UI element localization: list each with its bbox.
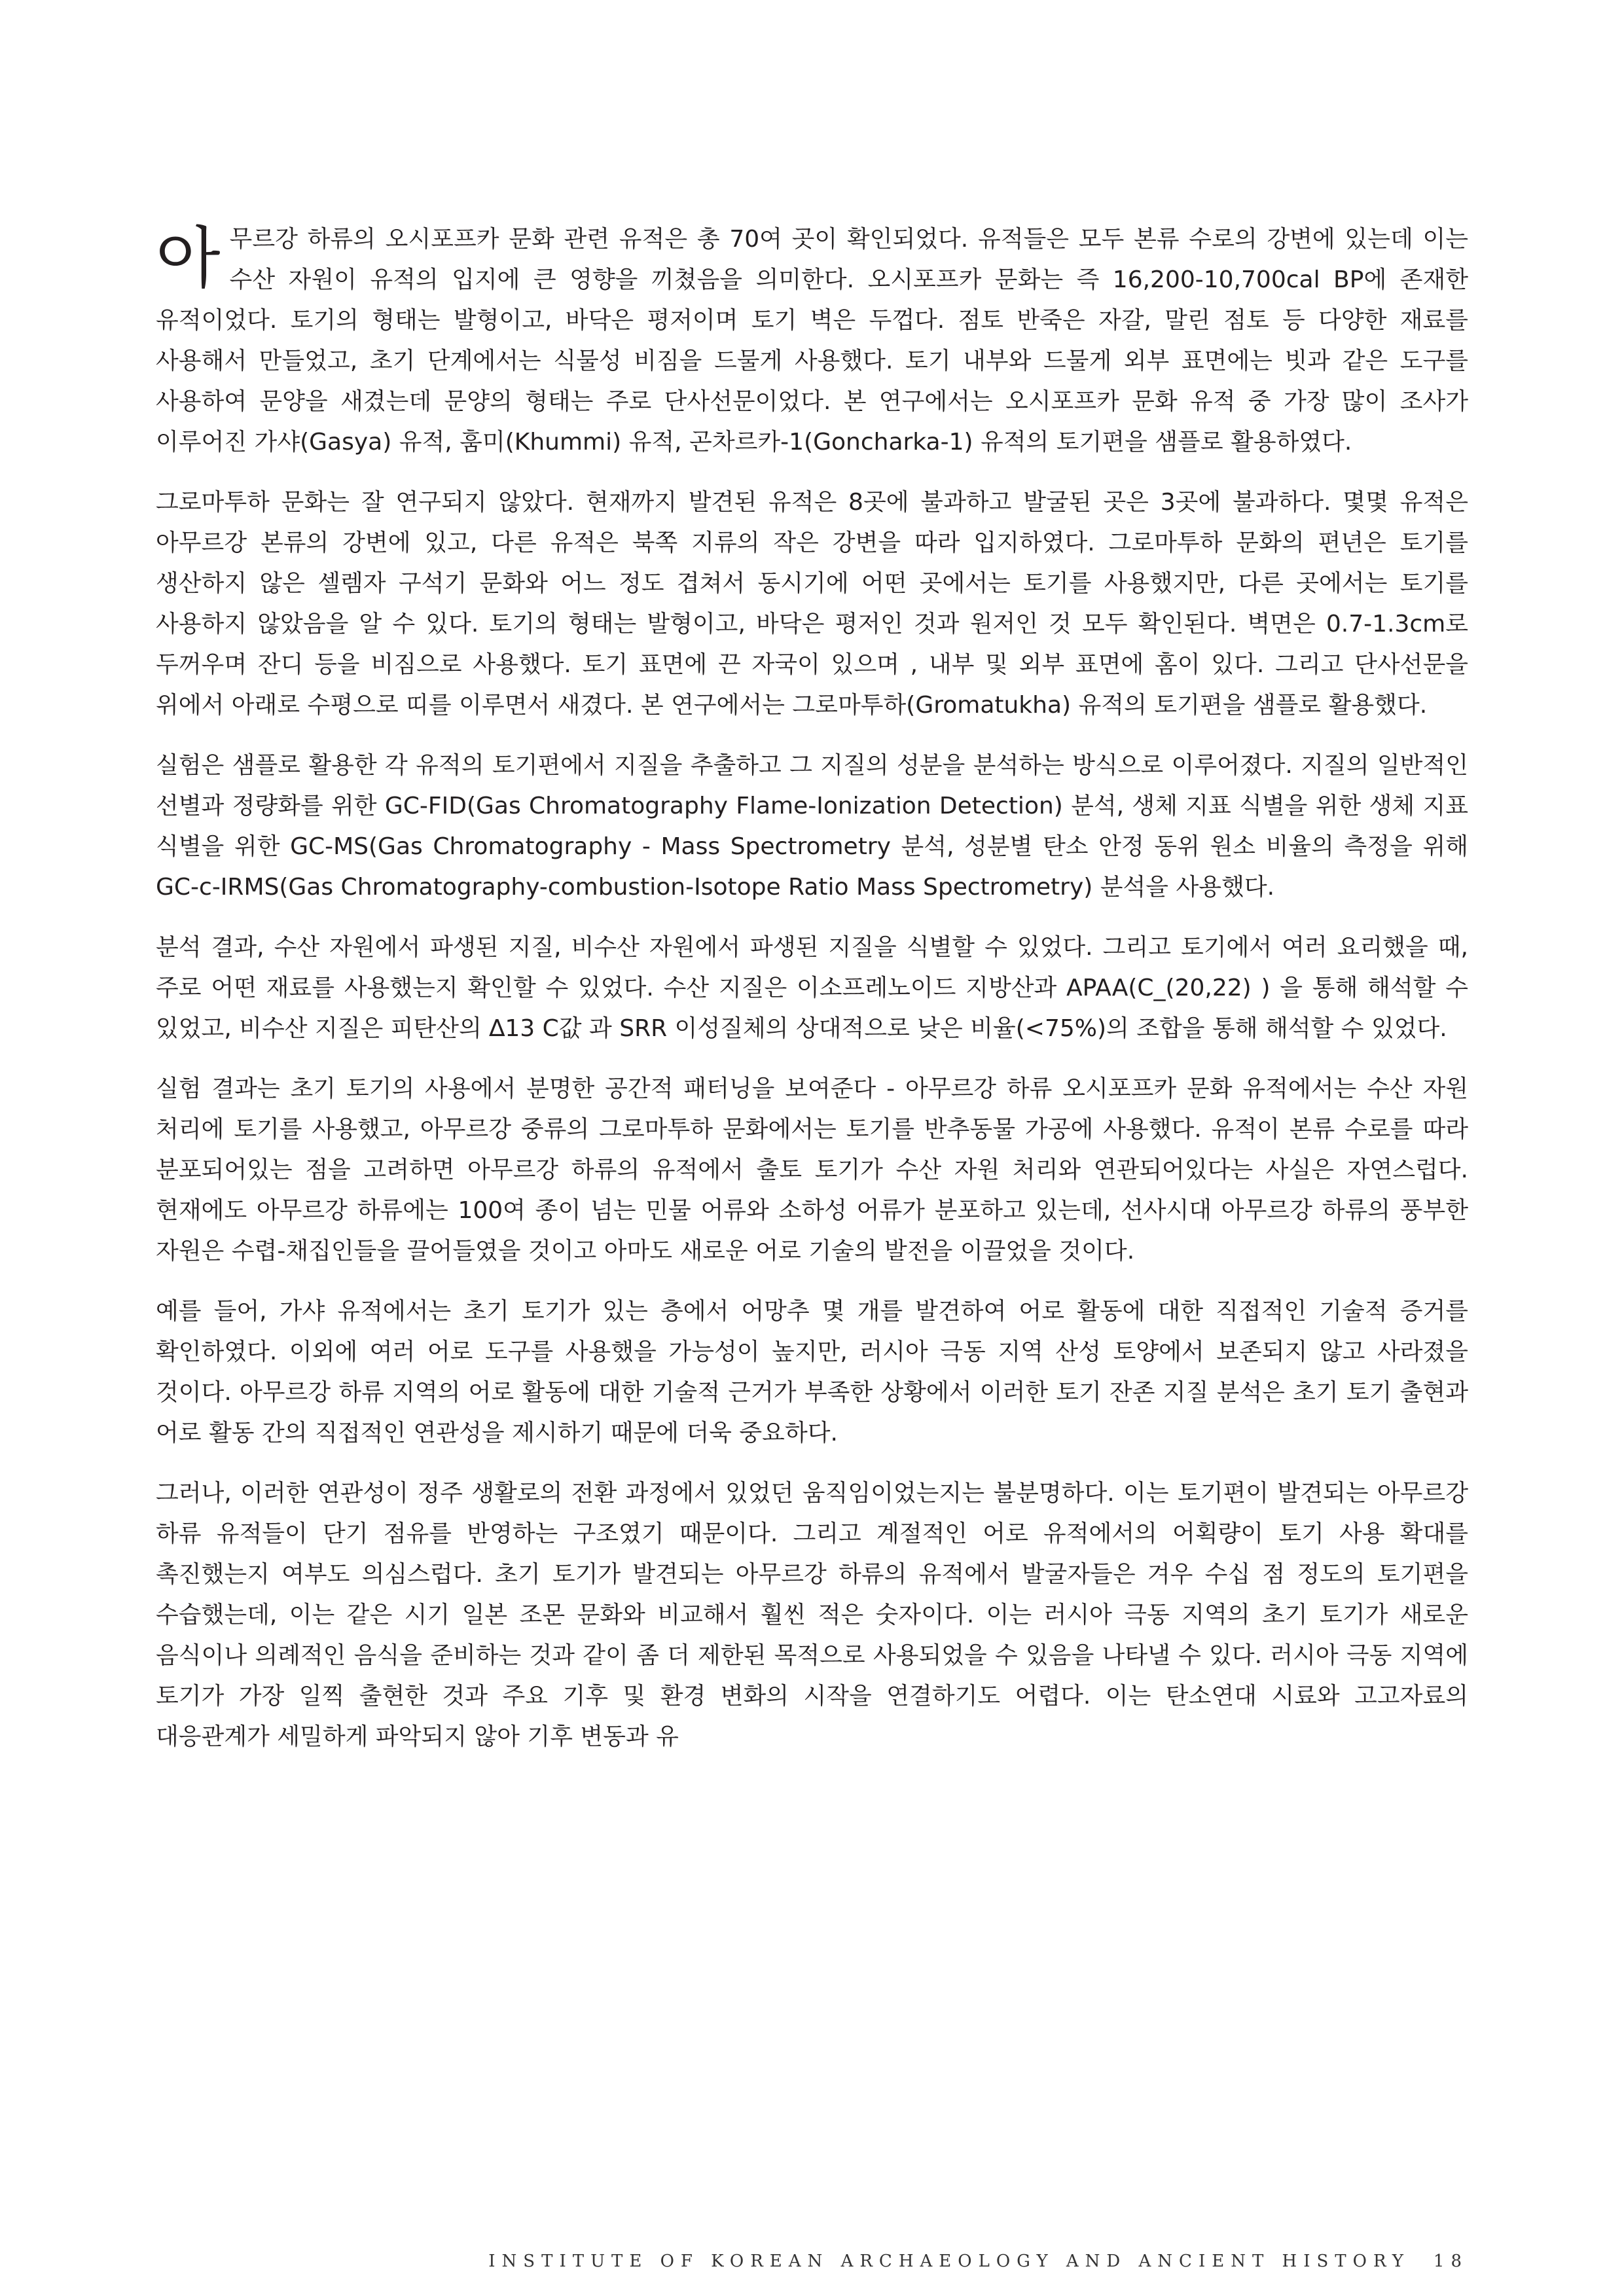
- drop-cap: 아: [156, 220, 221, 298]
- page-number: 18: [1433, 2251, 1468, 2271]
- paragraph-6: 예를 들어, 가샤 유적에서는 초기 토기가 있는 층에서 어망추 몇 개를 발견하여 어로 활동에 대한 직접적인 기술적 증거를 확인하였다. 이외에 여러 어로 도구를 사용했을 가능성이 높지만, 러시아 극동 지역 산성 토양에서 보존되지 않고 사라졌을 것이다. 아무르강 하류 지역의 어로 활동에 대한 기술적 근거가 부족한 상황에서 이러한 토기 잔존 지질 분석은 초기 토기 출현과 어로 활동 간의 직접적인 연관성을 제시하기 때문에 더욱 중요하다.: [156, 1298, 1468, 1446]
- footer-institute-name: INSTITUTE OF KOREAN ARCHAEOLOGY AND ANCIENT HISTORY: [488, 2251, 1410, 2271]
- page-footer: [488, 2251, 1468, 2271]
- paragraph-1-text: 무르강 하류의 오시포프카 문화 관련 유적은 총 70여 곳이 확인되었다. 유적들은 모두 본류 수로의 강변에 있는데 이는 수산 자원이 유적의 입지에 큰 영향을 끼쳤음을 의미한다. 오시포프카 문화는 즉 16,200-10,700cal BP에 존재한 유적이었다. 토기의 형태는 발형이고, 바닥은 평저이며 토기 벽은 두껍다. 점토 반죽은 자갈, 말린 점토 등 다양한 재료를 사용해서 만들었고, 초기 단계에서는 식물성 비짐을 드물게 사용했다. 토기 내부와 드물게 외부 표면에는 빗과 같은 도구를 사용하여 문양을 새겼는데 문양의 형태는 주로 단사선문이었다. 본 연구에서는 오시포프카 문화 유적 중 가장 많이 조사가 이루어진 가샤(Gasya) 유적, 훔미(Khummi) 유적, 곤차르카-1(Goncharka-1) 유적의 토기편을 샘플로 활용하였다.: [156, 226, 1468, 456]
- paragraph-7: 그러나, 이러한 연관성이 정주 생활로의 전환 과정에서 있었던 움직임이었는지는 불분명하다. 이는 토기편이 발견되는 아무르강 하류 유적들이 단기 점유를 반영하는 구조였기 때문이다. 그리고 계절적인 어로 유적에서의 어획량이 토기 사용 확대를 촉진했는지 여부도 의심스럽다. 초기 토기가 발견되는 아무르강 하류의 유적에서 발굴자들은 겨우 수십 점 정도의 토기편을 수습했는데, 이는 같은 시기 일본 조몬 문화와 비교해서 훨씬 적은 숫자이다. 이는 러시아 극동 지역의 초기 토기가 새로운 음식이나 의례적인 음식을 준비하는 것과 같이 좀 더 제한된 목적으로 사용되었을 수 있음을 나타낼 수 있다. 러시아 극동 지역에 토기가 가장 일찍 출현한 것과 주요 기후 및 환경 변화의 시작을 연결하기도 어렵다. 이는 탄소연대 시료와 고고자료의 대응관계가 세밀하게 파악되지 않아 기후 변동과 유: [156, 1480, 1468, 1750]
- paragraph-2: 그로마투하 문화는 잘 연구되지 않았다. 현재까지 발견된 유적은 8곳에 불과하고 발굴된 곳은 3곳에 불과하다. 몇몇 유적은 아무르강 본류의 강변에 있고, 다른 유적은 북쪽 지류의 작은 강변을 따라 입지하였다. 그로마투하 문화의 편년은 토기를 생산하지 않은 셀렘자 구석기 문화와 어느 정도 겹쳐서 동시기에 어떤 곳에서는 토기를 사용했지만, 다른 곳에서는 토기를 사용하지 않았음을 알 수 있다. 토기의 형태는 발형이고, 바닥은 평저인 것과 원저인 것 모두 확인된다. 벽면은 0.7-1.3cm로 두꺼우며 잔디 등을 비짐으로 사용했다. 토기 표면에 끈 자국이 있으며 , 내부 및 외부 표면에 홈이 있다. 그리고 단사선문을 위에서 아래로 수평으로 띠를 이루면서 새겼다. 본 연구에서는 그로마투하(Gromatukha) 유적의 토기편을 샘플로 활용했다.: [156, 489, 1468, 719]
- paragraph-3: 실험은 샘플로 활용한 각 유적의 토기편에서 지질을 추출하고 그 지질의 성분을 분석하는 방식으로 이루어졌다. 지질의 일반적인 선별과 정량화를 위한 GC-FID(Gas Chromatography Flame-Ionization Detection) 분석, 생체 지표 식별을 위한 생체 지표 식별을 위한 GC-MS(Gas Chromatography - Mass Spectrometry 분석, 성분별 탄소 안정 동위 원소 비율의 측정을 위해 GC-c-IRMS(Gas Chromatography-combustion-Isotope Ratio Mass Spectrometry) 분석을 사용했다.: [156, 752, 1468, 901]
- article-body: [156, 219, 1468, 1777]
- paragraph-4: 분석 결과, 수산 자원에서 파생된 지질, 비수산 자원에서 파생된 지질을 식별할 수 있었다. 그리고 토기에서 여러 요리했을 때, 주로 어떤 재료를 사용했는지 확인할 수 있었다. 수산 지질은 이소프레노이드 지방산과 APAA(C_(20,22) ) 을 통해 해석할 수 있었고, 비수산 지질은 피탄산의 ∆13 C값 과 SRR 이성질체의 상대적으로 낮은 비율(<75%)의 조합을 통해 해석할 수 있었다.: [156, 934, 1468, 1042]
- paragraph-1: [156, 219, 1468, 463]
- paragraph-5: 실험 결과는 초기 토기의 사용에서 분명한 공간적 패터닝을 보여준다 - 아무르강 하류 오시포프카 문화 유적에서는 수산 자원 처리에 토기를 사용했고, 아무르강 중류의 그로마투하 문화에서는 토기를 반추동물 가공에 사용했다. 유적이 본류 수로를 따라 분포되어있는 점을 고려하면 아무르강 하류의 유적에서 출토 토기가 수산 자원 처리와 연관되어있다는 사실은 자연스럽다. 현재에도 아무르강 하류에는 100여 종이 넘는 민물 어류와 소하성 어류가 분포하고 있는데, 선사시대 아무르강 하류의 풍부한 자원은 수렵-채집인들을 끌어들였을 것이고 아마도 새로운 어로 기술의 발전을 이끌었을 것이다.: [156, 1075, 1468, 1265]
